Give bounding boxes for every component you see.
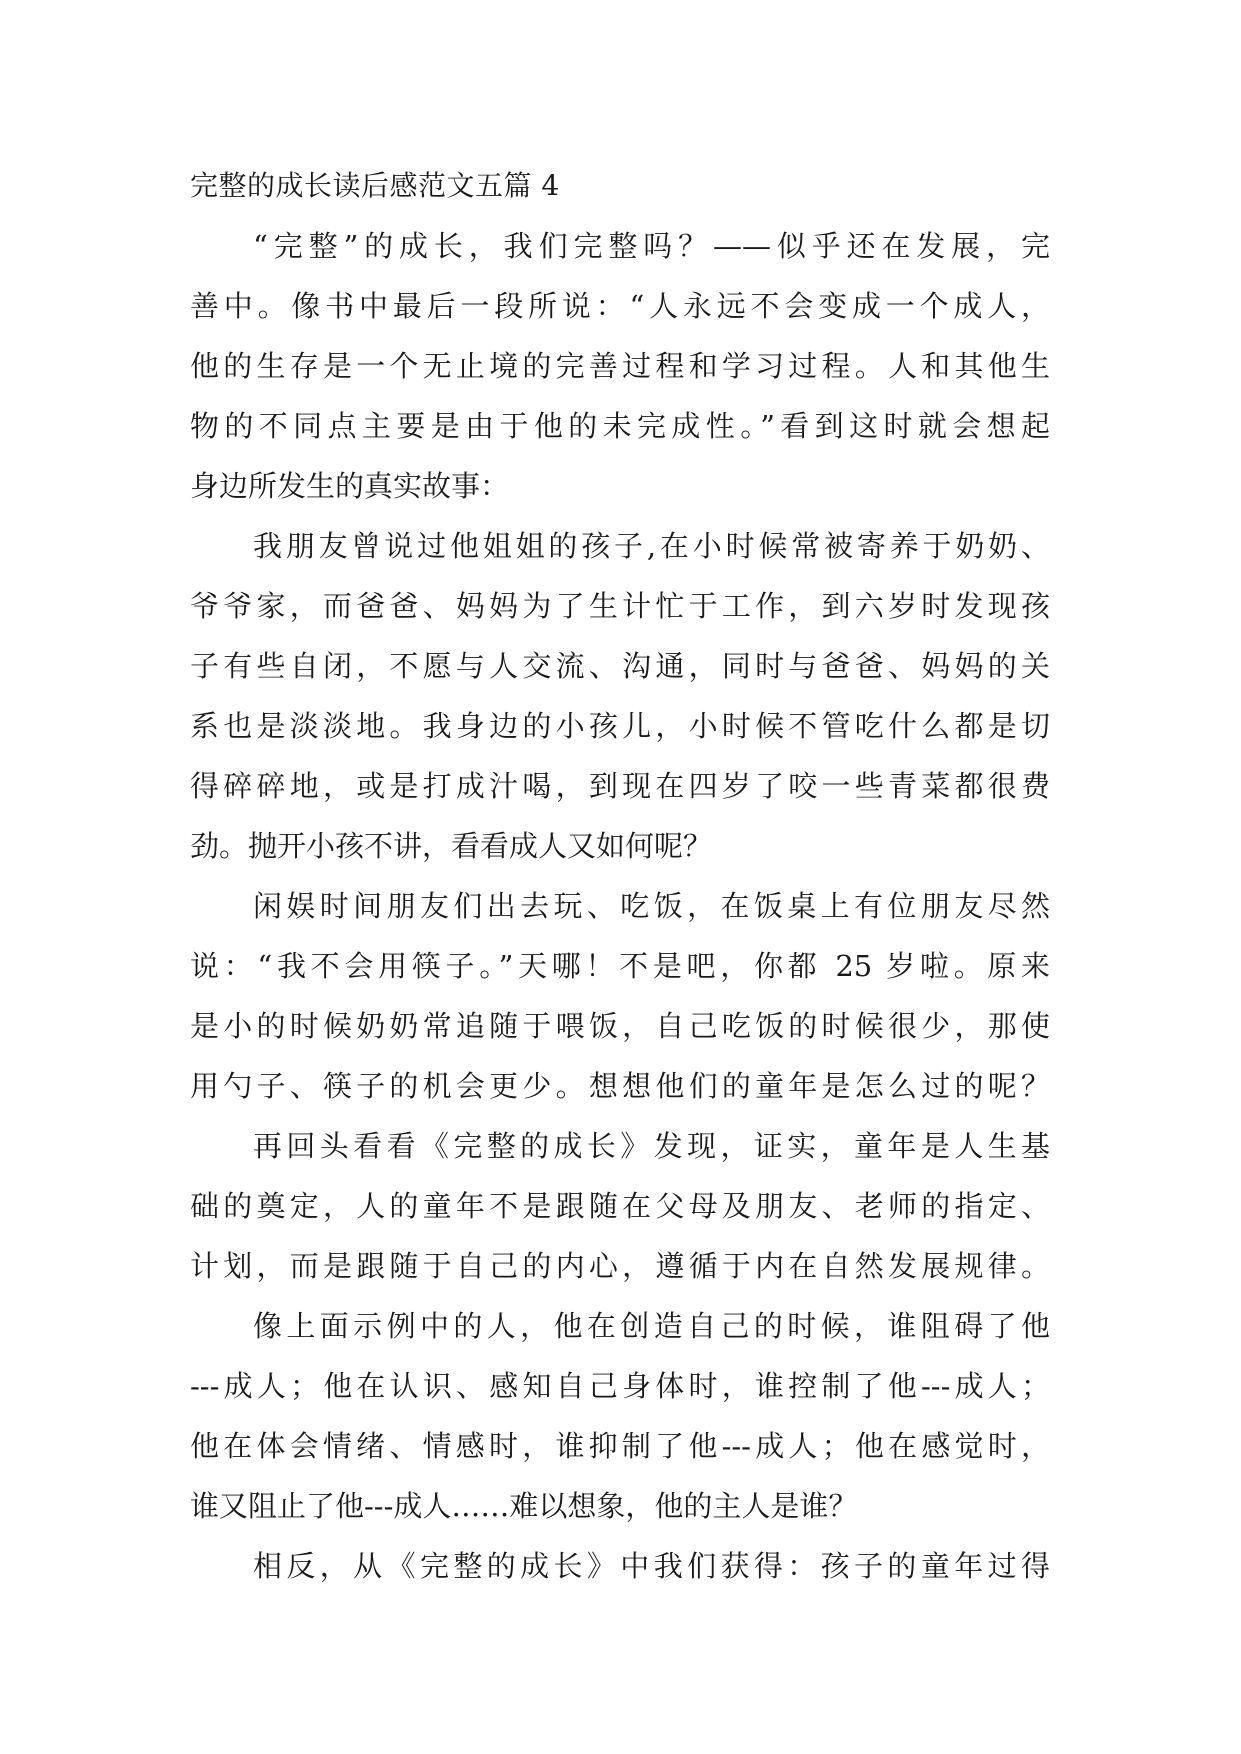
text-line: 劲。抛开小孩不讲，看看成人又如何呢？ [190, 829, 713, 863]
text-line: ---成人；他在认识、感知自己身体时，谁控制了他---成人； [190, 1369, 1050, 1403]
text-line: 他在体会情绪、情感时，谁抑制了他---成人；他在感觉时， [190, 1429, 1050, 1463]
text-line: 得碎碎地，或是打成汁喝，到现在四岁了咬一些青菜都很费 [190, 769, 1050, 803]
text-line: 是小的时候奶奶常追随于喂饭，自己吃饭的时候很少，那使 [190, 1009, 1050, 1043]
text-line: 再回头看看《完整的成长》发现，证实，童年是人生基 [253, 1129, 1050, 1163]
text-line: 像上面示例中的人，他在创造自己的时候，谁阻碍了他 [253, 1309, 1050, 1343]
text-line: 闲娱时间朋友们出去玩、吃饭，在饭桌上有位朋友尽然 [253, 889, 1050, 923]
text-line: 用勺子、筷子的机会更少。想想他们的童年是怎么过的呢？ [190, 1069, 1050, 1103]
text-line: 身边所发生的真实故事： [190, 469, 510, 503]
text-line: 础的奠定，人的童年不是跟随在父母及朋友、老师的指定、 [190, 1189, 1050, 1223]
text-line: 善中。像书中最后一段所说：“人永远不会变成一个成人， [190, 289, 1050, 323]
text-line: 计划，而是跟随于自己的内心，遵循于内在自然发展规律。 [190, 1249, 1050, 1283]
text-line: “完整”的成长，我们完整吗？——似乎还在发展，完 [253, 229, 1050, 263]
text-line: 他的生存是一个无止境的完善过程和学习过程。人和其他生 [190, 349, 1050, 383]
text-line: 说：“我不会用筷子。”天哪！不是吧，你都 25 岁啦。原来 [190, 949, 1050, 983]
text-line: 子有些自闭，不愿与人交流、沟通，同时与爸爸、妈妈的关 [190, 649, 1050, 683]
text-line: 系也是淡淡地。我身边的小孩儿，小时候不管吃什么都是切 [190, 709, 1050, 743]
text-line: 相反，从《完整的成长》中我们获得：孩子的童年过得 [253, 1549, 1050, 1583]
text-line: 爷爷家，而爸爸、妈妈为了生计忙于工作，到六岁时发现孩 [190, 589, 1050, 623]
text-line: 我朋友曾说过他姐姐的孩子,在小时候常被寄养于奶奶、 [253, 529, 1050, 563]
document-title: 完整的成长读后感范文五篇 4 [190, 169, 560, 202]
text-line: 物的不同点主要是由于他的未完成性。”看到这时就会想起 [190, 409, 1050, 443]
text-line: 谁又阻止了他---成人……难以想象，他的主人是谁？ [190, 1489, 858, 1523]
